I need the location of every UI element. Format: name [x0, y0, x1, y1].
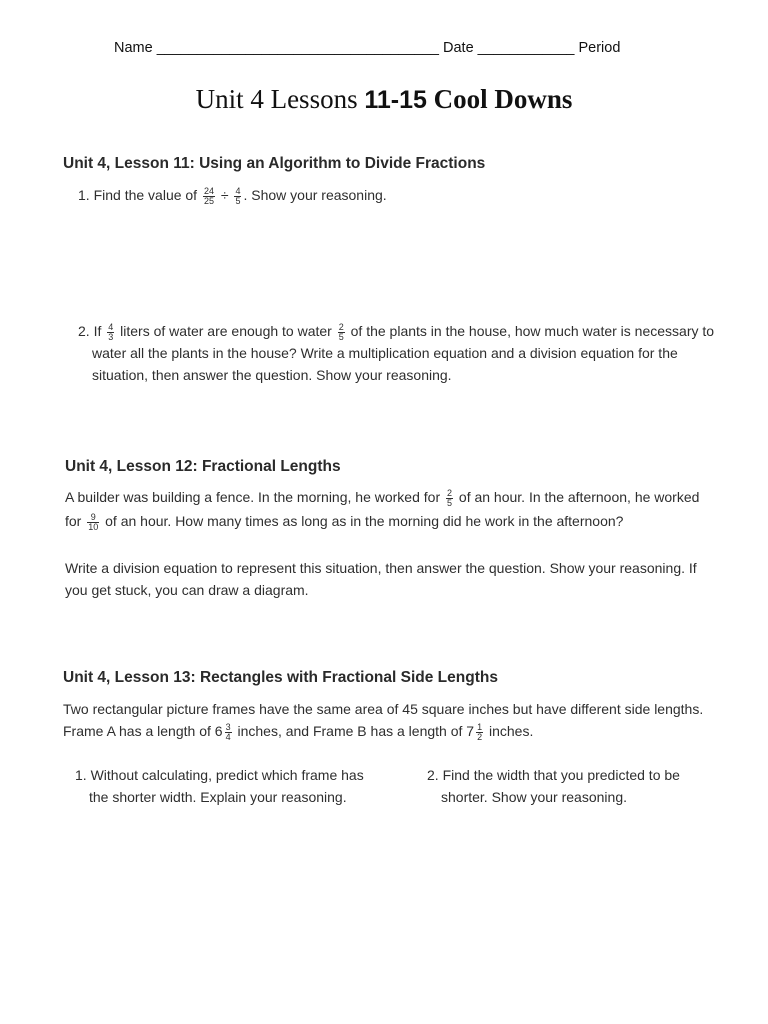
fraction-numerator: 9 [87, 513, 99, 523]
division-sign: ÷ [220, 187, 229, 203]
lesson11-question2 [78, 320, 714, 386]
lesson13-question2 [427, 764, 680, 808]
q1-text-post: . Show your reasoning. [243, 187, 387, 203]
mixed-whole: 7 [466, 723, 475, 739]
fraction-denominator: 2 [477, 731, 483, 742]
l13-line1: Two rectangular picture frames have the same area of 45 square inches but have different side lengths. [63, 701, 704, 717]
date-blank[interactable]: ____________ [477, 40, 575, 56]
title-suffix: Cool Downs [433, 84, 573, 114]
fraction-numerator: 2 [338, 321, 344, 332]
fraction-denominator: 5 [235, 195, 241, 206]
lesson11-heading: Unit 4, Lesson 11: Using an Algorithm to Divide Fractions [63, 155, 486, 172]
fraction-denominator: 4 [225, 731, 231, 742]
lesson11-question1 [78, 184, 387, 206]
lesson13-paragraph1 [63, 698, 703, 742]
l12-line2-pre: for [65, 513, 82, 529]
l13-line2-mid: inches, and Frame B has a length of [237, 723, 463, 739]
l12-line2 [65, 510, 699, 532]
fraction-denominator: 3 [108, 331, 114, 342]
l13-q2-line1: 2. Find the width that you predicted to be [427, 767, 680, 783]
fraction-numerator: 3 [225, 721, 231, 732]
fraction [338, 323, 345, 342]
lesson12-paragraph1 [65, 486, 699, 532]
fraction [203, 187, 215, 206]
l13-line2-pre: Frame A has a length of [63, 723, 211, 739]
title-prefix: Unit 4 Lessons [195, 84, 358, 114]
l12-p2-line2: you get stuck, you can draw a diagram. [65, 582, 309, 598]
l12-line2-post: of an hour. How many times as long as in the morning did he work in the afternoon? [105, 513, 624, 529]
fraction [234, 187, 241, 206]
l12-line1-post: of an hour. In the afternoon, he worked [458, 489, 700, 505]
fraction [446, 489, 453, 508]
mixed-number-frame-a [214, 721, 234, 742]
q2-text-pre: 2. If [78, 323, 102, 339]
q1-text-pre: 1. Find the value of [78, 187, 198, 203]
student-info-line [114, 40, 654, 56]
fraction-denominator: 5 [447, 497, 453, 508]
lesson13-question1 [75, 764, 364, 808]
fraction [87, 513, 99, 532]
l13-line2 [63, 720, 703, 742]
l13-q1-line1: 1. Without calculating, predict which frame has [75, 767, 364, 783]
date-label: Date [443, 40, 474, 56]
fraction-numerator: 4 [108, 321, 114, 332]
page-title [0, 84, 768, 115]
l13-line2-post: inches. [488, 723, 534, 739]
fraction [225, 723, 232, 742]
name-label: Name [114, 40, 153, 56]
fraction [107, 323, 114, 342]
period-label: Period [578, 40, 621, 56]
title-range: 11-15 [364, 86, 427, 114]
mixed-number-frame-b [466, 721, 485, 742]
q2-line3: situation, then answer the question. Show your reasoning. [92, 367, 452, 383]
fraction-numerator: 24 [203, 185, 214, 196]
fraction-numerator: 2 [447, 487, 453, 498]
name-blank[interactable]: ___________________________________ [156, 40, 439, 56]
q2-line1 [78, 320, 714, 342]
fraction-denominator: 10 [88, 521, 99, 532]
q2-line2: water all the plants in the house? Write a multiplication equation and a division equation for the [92, 345, 678, 361]
lesson13-heading: Unit 4, Lesson 13: Rectangles with Fractional Side Lengths [63, 669, 498, 686]
mixed-whole: 6 [214, 723, 223, 739]
q2-text-post: of the plants in the house, how much water is necessary to [350, 323, 715, 339]
l12-line1 [65, 486, 699, 508]
lesson12-heading: Unit 4, Lesson 12: Fractional Lengths [65, 458, 341, 475]
l13-q1-line2: the shorter width. Explain your reasoning. [89, 789, 347, 805]
l13-q2-line2: shorter. Show your reasoning. [441, 789, 627, 805]
fraction-denominator: 5 [338, 331, 344, 342]
lesson12-paragraph2 [65, 557, 697, 601]
q2-text-mid: liters of water are enough to water [120, 323, 332, 339]
fraction [476, 723, 483, 742]
fraction-numerator: 1 [477, 721, 483, 732]
fraction-denominator: 25 [203, 195, 214, 206]
l12-line1-pre: A builder was building a fence. In the morning, he worked for [65, 489, 441, 505]
fraction-numerator: 4 [235, 185, 241, 196]
l12-p2-line1: Write a division equation to represent this situation, then answer the question. Show your reasoning. If [65, 560, 697, 576]
